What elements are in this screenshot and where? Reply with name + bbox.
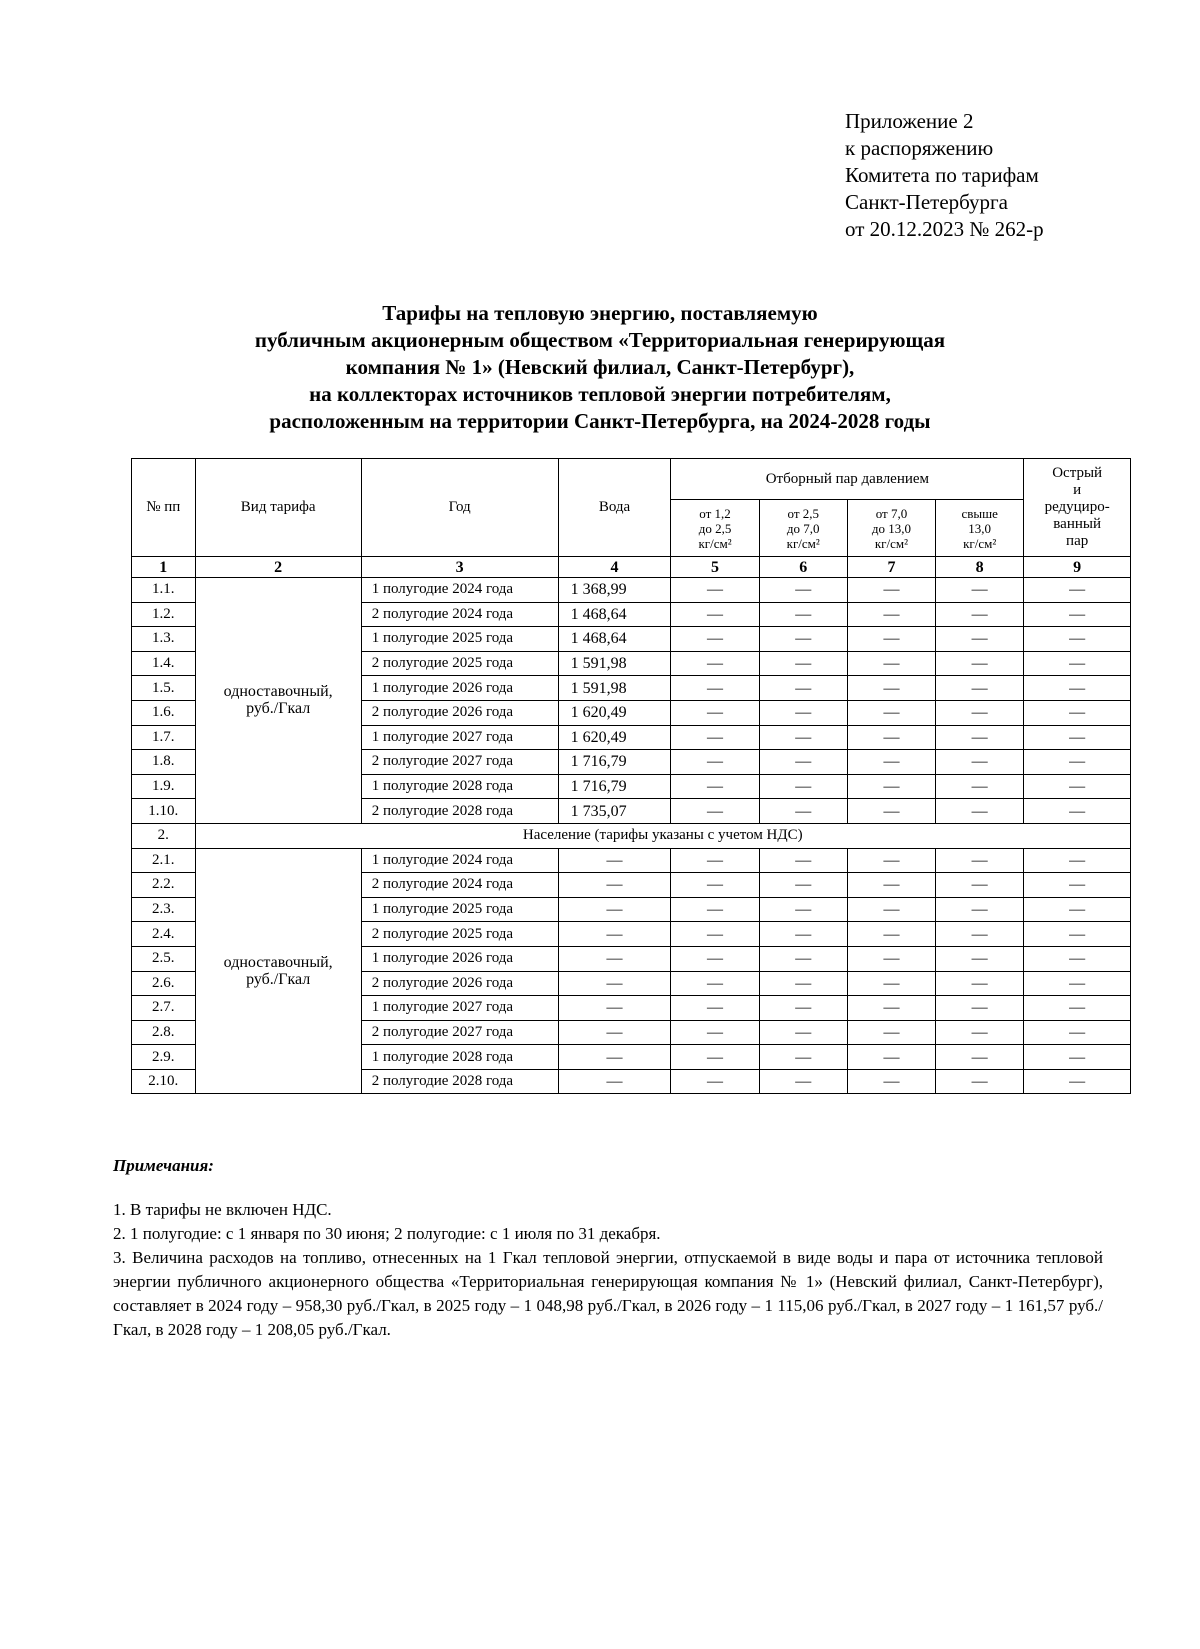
empty-value-cell: — <box>1024 725 1131 750</box>
empty-value-cell: — <box>847 700 935 725</box>
row-number: 1.3. <box>132 627 196 652</box>
column-number-row <box>132 557 1131 578</box>
header-steam-1-2-to-2-5: от 1,2 до 2,5 кг/см² <box>671 500 759 557</box>
period-cell: 2 полугодие 2028 года <box>361 799 558 824</box>
water-tariff-cell: 1 468,64 <box>558 602 671 627</box>
empty-value-cell: — <box>1024 1069 1131 1094</box>
row-number: 1.1. <box>132 578 196 603</box>
period-cell: 2 полугодие 2024 года <box>361 602 558 627</box>
appendix-line: Приложение 2 <box>845 109 974 133</box>
empty-value-cell: — <box>759 922 847 947</box>
period-cell: 1 полугодие 2024 года <box>361 848 558 873</box>
title-line: Тарифы на тепловую энергию, поставляемую <box>382 301 818 325</box>
empty-value-cell: — <box>847 799 935 824</box>
empty-value-cell: — <box>671 602 759 627</box>
notes-section <box>113 1154 1103 1342</box>
column-number: 5 <box>671 557 759 578</box>
empty-value-cell: — <box>1024 799 1131 824</box>
row-number: 1.5. <box>132 676 196 701</box>
empty-value-cell: — <box>759 1045 847 1070</box>
empty-value-cell: — <box>1024 996 1131 1021</box>
empty-value-cell: — <box>759 700 847 725</box>
water-tariff-cell: — <box>558 971 671 996</box>
empty-value-cell: — <box>671 774 759 799</box>
empty-value-cell: — <box>936 750 1024 775</box>
empty-value-cell: — <box>671 1045 759 1070</box>
period-cell: 1 полугодие 2025 года <box>361 627 558 652</box>
header-steam-2-5-to-7-0: от 2,5 до 7,0 кг/см² <box>759 500 847 557</box>
empty-value-cell: — <box>671 725 759 750</box>
empty-value-cell: — <box>847 996 935 1021</box>
period-cell: 2 полугодие 2025 года <box>361 651 558 676</box>
water-tariff-cell: — <box>558 897 671 922</box>
empty-value-cell: — <box>847 602 935 627</box>
tariff-table-body <box>132 578 1131 1094</box>
row-number: 1.4. <box>132 651 196 676</box>
row-number: 1.7. <box>132 725 196 750</box>
water-tariff-cell: — <box>558 873 671 898</box>
empty-value-cell: — <box>847 1045 935 1070</box>
header-year: Год <box>361 459 558 557</box>
period-cell: 2 полугодие 2026 года <box>361 700 558 725</box>
period-cell: 1 полугодие 2028 года <box>361 774 558 799</box>
empty-value-cell: — <box>671 897 759 922</box>
empty-value-cell: — <box>847 578 935 603</box>
period-cell: 1 полугодие 2026 года <box>361 946 558 971</box>
water-tariff-cell: — <box>558 848 671 873</box>
column-number: 3 <box>361 557 558 578</box>
title-line: компания № 1» (Невский филиал, Санкт-Петербург), <box>345 355 855 379</box>
empty-value-cell: — <box>671 750 759 775</box>
header-sharp-steam: Острый и редуциро- ванный пар <box>1024 459 1131 557</box>
empty-value-cell: — <box>847 922 935 947</box>
empty-value-cell: — <box>936 774 1024 799</box>
water-tariff-cell: — <box>558 922 671 947</box>
empty-value-cell: — <box>1024 922 1131 947</box>
empty-value-cell: — <box>847 873 935 898</box>
empty-value-cell: — <box>1024 897 1131 922</box>
empty-value-cell: — <box>671 578 759 603</box>
appendix-line: Санкт-Петербурга <box>845 190 1008 214</box>
empty-value-cell: — <box>671 946 759 971</box>
empty-value-cell: — <box>759 578 847 603</box>
row-number: 2.1. <box>132 848 196 873</box>
empty-value-cell: — <box>936 1020 1024 1045</box>
water-tariff-cell: 1 735,07 <box>558 799 671 824</box>
water-tariff-cell: 1 591,98 <box>558 651 671 676</box>
period-cell: 2 полугодие 2024 года <box>361 873 558 898</box>
row-number: 2.4. <box>132 922 196 947</box>
empty-value-cell: — <box>1024 971 1131 996</box>
row-number: 2.5. <box>132 946 196 971</box>
notes-title: Примечания: <box>113 1156 214 1175</box>
note-item: 3. Величина расходов на топливо, отнесенных на 1 Гкал тепловой энергии, отпускаемой в виде воды и пара от источника тепловой энергии публичного акционерного общества «Территориальная генерирующая компания № 1» (Невский филиал, Санкт-Петербург), составляет в 2024 году – 958,30 руб./Гкал, в 2025 году – 1 048,98 руб./Гкал, в 2026 году – 1 115,06 руб./Гкал, в 2027 году – 1 161,57 руб./Гкал, в 2028 году – 1 208,05 руб./Гкал. <box>113 1248 1103 1339</box>
empty-value-cell: — <box>759 946 847 971</box>
header-steam-above-13-0: свыше 13,0 кг/см² <box>936 500 1024 557</box>
empty-value-cell: — <box>671 996 759 1021</box>
empty-value-cell: — <box>936 799 1024 824</box>
empty-value-cell: — <box>671 873 759 898</box>
appendix-line: Комитета по тарифам <box>845 163 1039 187</box>
row-number: 1.6. <box>132 700 196 725</box>
empty-value-cell: — <box>1024 774 1131 799</box>
empty-value-cell: — <box>671 922 759 947</box>
row-number: 1.10. <box>132 799 196 824</box>
table-row <box>132 578 1131 603</box>
header-num: № пп <box>132 459 196 557</box>
empty-value-cell: — <box>1024 602 1131 627</box>
period-cell: 1 полугодие 2026 года <box>361 676 558 701</box>
empty-value-cell: — <box>1024 700 1131 725</box>
document-title <box>120 300 1080 435</box>
empty-value-cell: — <box>759 971 847 996</box>
empty-value-cell: — <box>936 971 1024 996</box>
header-water: Вода <box>558 459 671 557</box>
empty-value-cell: — <box>759 1020 847 1045</box>
row-number: 2.6. <box>132 971 196 996</box>
water-tariff-cell: 1 620,49 <box>558 700 671 725</box>
empty-value-cell: — <box>759 602 847 627</box>
header-tariff-type: Вид тарифа <box>195 459 361 557</box>
tariff-table <box>131 458 1131 1094</box>
empty-value-cell: — <box>1024 750 1131 775</box>
appendix-block <box>845 108 1044 243</box>
water-tariff-cell: — <box>558 1069 671 1094</box>
column-number: 7 <box>847 557 935 578</box>
empty-value-cell: — <box>936 848 1024 873</box>
title-line: расположенным на территории Санкт-Петербурга, на 2024-2028 годы <box>269 409 931 433</box>
period-cell: 2 полугодие 2025 года <box>361 922 558 947</box>
header-steam-group: Отборный пар давлением <box>671 459 1024 500</box>
empty-value-cell: — <box>1024 873 1131 898</box>
column-number: 9 <box>1024 557 1131 578</box>
empty-value-cell: — <box>759 799 847 824</box>
table-row <box>132 848 1131 873</box>
empty-value-cell: — <box>759 996 847 1021</box>
empty-value-cell: — <box>936 602 1024 627</box>
empty-value-cell: — <box>1024 578 1131 603</box>
empty-value-cell: — <box>759 1069 847 1094</box>
empty-value-cell: — <box>936 700 1024 725</box>
empty-value-cell: — <box>847 946 935 971</box>
row-number: 1.2. <box>132 602 196 627</box>
period-cell: 1 полугодие 2028 года <box>361 1045 558 1070</box>
tariff-type-line: руб./Гкал <box>246 700 311 718</box>
empty-value-cell: — <box>936 578 1024 603</box>
water-tariff-cell: 1 620,49 <box>558 725 671 750</box>
period-cell: 1 полугодие 2027 года <box>361 996 558 1021</box>
water-tariff-cell: 1 591,98 <box>558 676 671 701</box>
empty-value-cell: — <box>671 700 759 725</box>
row-number: 2.10. <box>132 1069 196 1094</box>
title-line: публичным акционерным обществом «Территориальная генерирующая <box>254 328 946 352</box>
empty-value-cell: — <box>1024 1045 1131 1070</box>
section-number: 2. <box>132 823 196 848</box>
period-cell: 2 полугодие 2027 года <box>361 750 558 775</box>
empty-value-cell: — <box>936 922 1024 947</box>
empty-value-cell: — <box>759 725 847 750</box>
empty-value-cell: — <box>847 848 935 873</box>
empty-value-cell: — <box>936 996 1024 1021</box>
empty-value-cell: — <box>936 676 1024 701</box>
empty-value-cell: — <box>936 897 1024 922</box>
period-cell: 2 полугодие 2027 года <box>361 1020 558 1045</box>
empty-value-cell: — <box>847 725 935 750</box>
empty-value-cell: — <box>671 651 759 676</box>
empty-value-cell: — <box>936 1069 1024 1094</box>
empty-value-cell: — <box>936 873 1024 898</box>
empty-value-cell: — <box>759 774 847 799</box>
empty-value-cell: — <box>936 627 1024 652</box>
empty-value-cell: — <box>671 848 759 873</box>
period-cell: 1 полугодие 2025 года <box>361 897 558 922</box>
empty-value-cell: — <box>847 627 935 652</box>
empty-value-cell: — <box>847 1069 935 1094</box>
empty-value-cell: — <box>671 1069 759 1094</box>
period-cell: 2 полугодие 2026 года <box>361 971 558 996</box>
empty-value-cell: — <box>936 725 1024 750</box>
empty-value-cell: — <box>759 897 847 922</box>
empty-value-cell: — <box>847 750 935 775</box>
column-number: 4 <box>558 557 671 578</box>
header-steam-7-0-to-13-0: от 7,0 до 13,0 кг/см² <box>847 500 935 557</box>
section-row <box>132 823 1131 848</box>
empty-value-cell: — <box>847 971 935 996</box>
empty-value-cell: — <box>671 971 759 996</box>
empty-value-cell: — <box>936 1045 1024 1070</box>
empty-value-cell: — <box>671 627 759 652</box>
appendix-line: к распоряжению <box>845 136 994 160</box>
tariff-type-line: руб./Гкал <box>246 971 311 988</box>
empty-value-cell: — <box>847 1020 935 1045</box>
column-number: 8 <box>936 557 1024 578</box>
water-tariff-cell: 1 468,64 <box>558 627 671 652</box>
empty-value-cell: — <box>847 774 935 799</box>
column-number: 1 <box>132 557 196 578</box>
empty-value-cell: — <box>1024 946 1131 971</box>
section-label: Население (тарифы указаны с учетом НДС) <box>195 823 1130 848</box>
empty-value-cell: — <box>847 897 935 922</box>
empty-value-cell: — <box>847 676 935 701</box>
empty-value-cell: — <box>671 799 759 824</box>
empty-value-cell: — <box>936 946 1024 971</box>
water-tariff-cell: 1 716,79 <box>558 774 671 799</box>
empty-value-cell: — <box>1024 627 1131 652</box>
period-cell: 2 полугодие 2028 года <box>361 1069 558 1094</box>
water-tariff-cell: 1 368,99 <box>558 578 671 603</box>
empty-value-cell: — <box>759 627 847 652</box>
column-number: 2 <box>195 557 361 578</box>
tariff-type-label <box>195 578 361 824</box>
empty-value-cell: — <box>1024 676 1131 701</box>
water-tariff-cell: — <box>558 946 671 971</box>
water-tariff-cell: 1 716,79 <box>558 750 671 775</box>
empty-value-cell: — <box>671 1020 759 1045</box>
title-line: на коллекторах источников тепловой энергии потребителям, <box>309 382 891 406</box>
empty-value-cell: — <box>1024 651 1131 676</box>
row-number: 2.7. <box>132 996 196 1021</box>
empty-value-cell: — <box>759 651 847 676</box>
tariff-type-label <box>195 848 361 1094</box>
row-number: 2.3. <box>132 897 196 922</box>
row-number: 2.2. <box>132 873 196 898</box>
column-number: 6 <box>759 557 847 578</box>
water-tariff-cell: — <box>558 1045 671 1070</box>
empty-value-cell: — <box>759 873 847 898</box>
empty-value-cell: — <box>936 651 1024 676</box>
note-item: 2. 1 полугодие: с 1 января по 30 июня; 2 полугодие: с 1 июля по 31 декабря. <box>113 1224 661 1243</box>
empty-value-cell: — <box>759 750 847 775</box>
empty-value-cell: — <box>671 676 759 701</box>
tariff-type-line: одноставочный, <box>223 954 333 971</box>
row-number: 1.8. <box>132 750 196 775</box>
appendix-line: от 20.12.2023 № 262-р <box>845 217 1044 241</box>
period-cell: 1 полугодие 2024 года <box>361 578 558 603</box>
row-number: 2.8. <box>132 1020 196 1045</box>
empty-value-cell: — <box>847 651 935 676</box>
row-number: 2.9. <box>132 1045 196 1070</box>
tariff-type-line: одноставочный, <box>223 683 333 701</box>
row-number: 1.9. <box>132 774 196 799</box>
empty-value-cell: — <box>1024 848 1131 873</box>
empty-value-cell: — <box>759 848 847 873</box>
empty-value-cell: — <box>759 676 847 701</box>
note-item: 1. В тарифы не включен НДС. <box>113 1200 332 1219</box>
water-tariff-cell: — <box>558 996 671 1021</box>
empty-value-cell: — <box>1024 1020 1131 1045</box>
water-tariff-cell: — <box>558 1020 671 1045</box>
period-cell: 1 полугодие 2027 года <box>361 725 558 750</box>
